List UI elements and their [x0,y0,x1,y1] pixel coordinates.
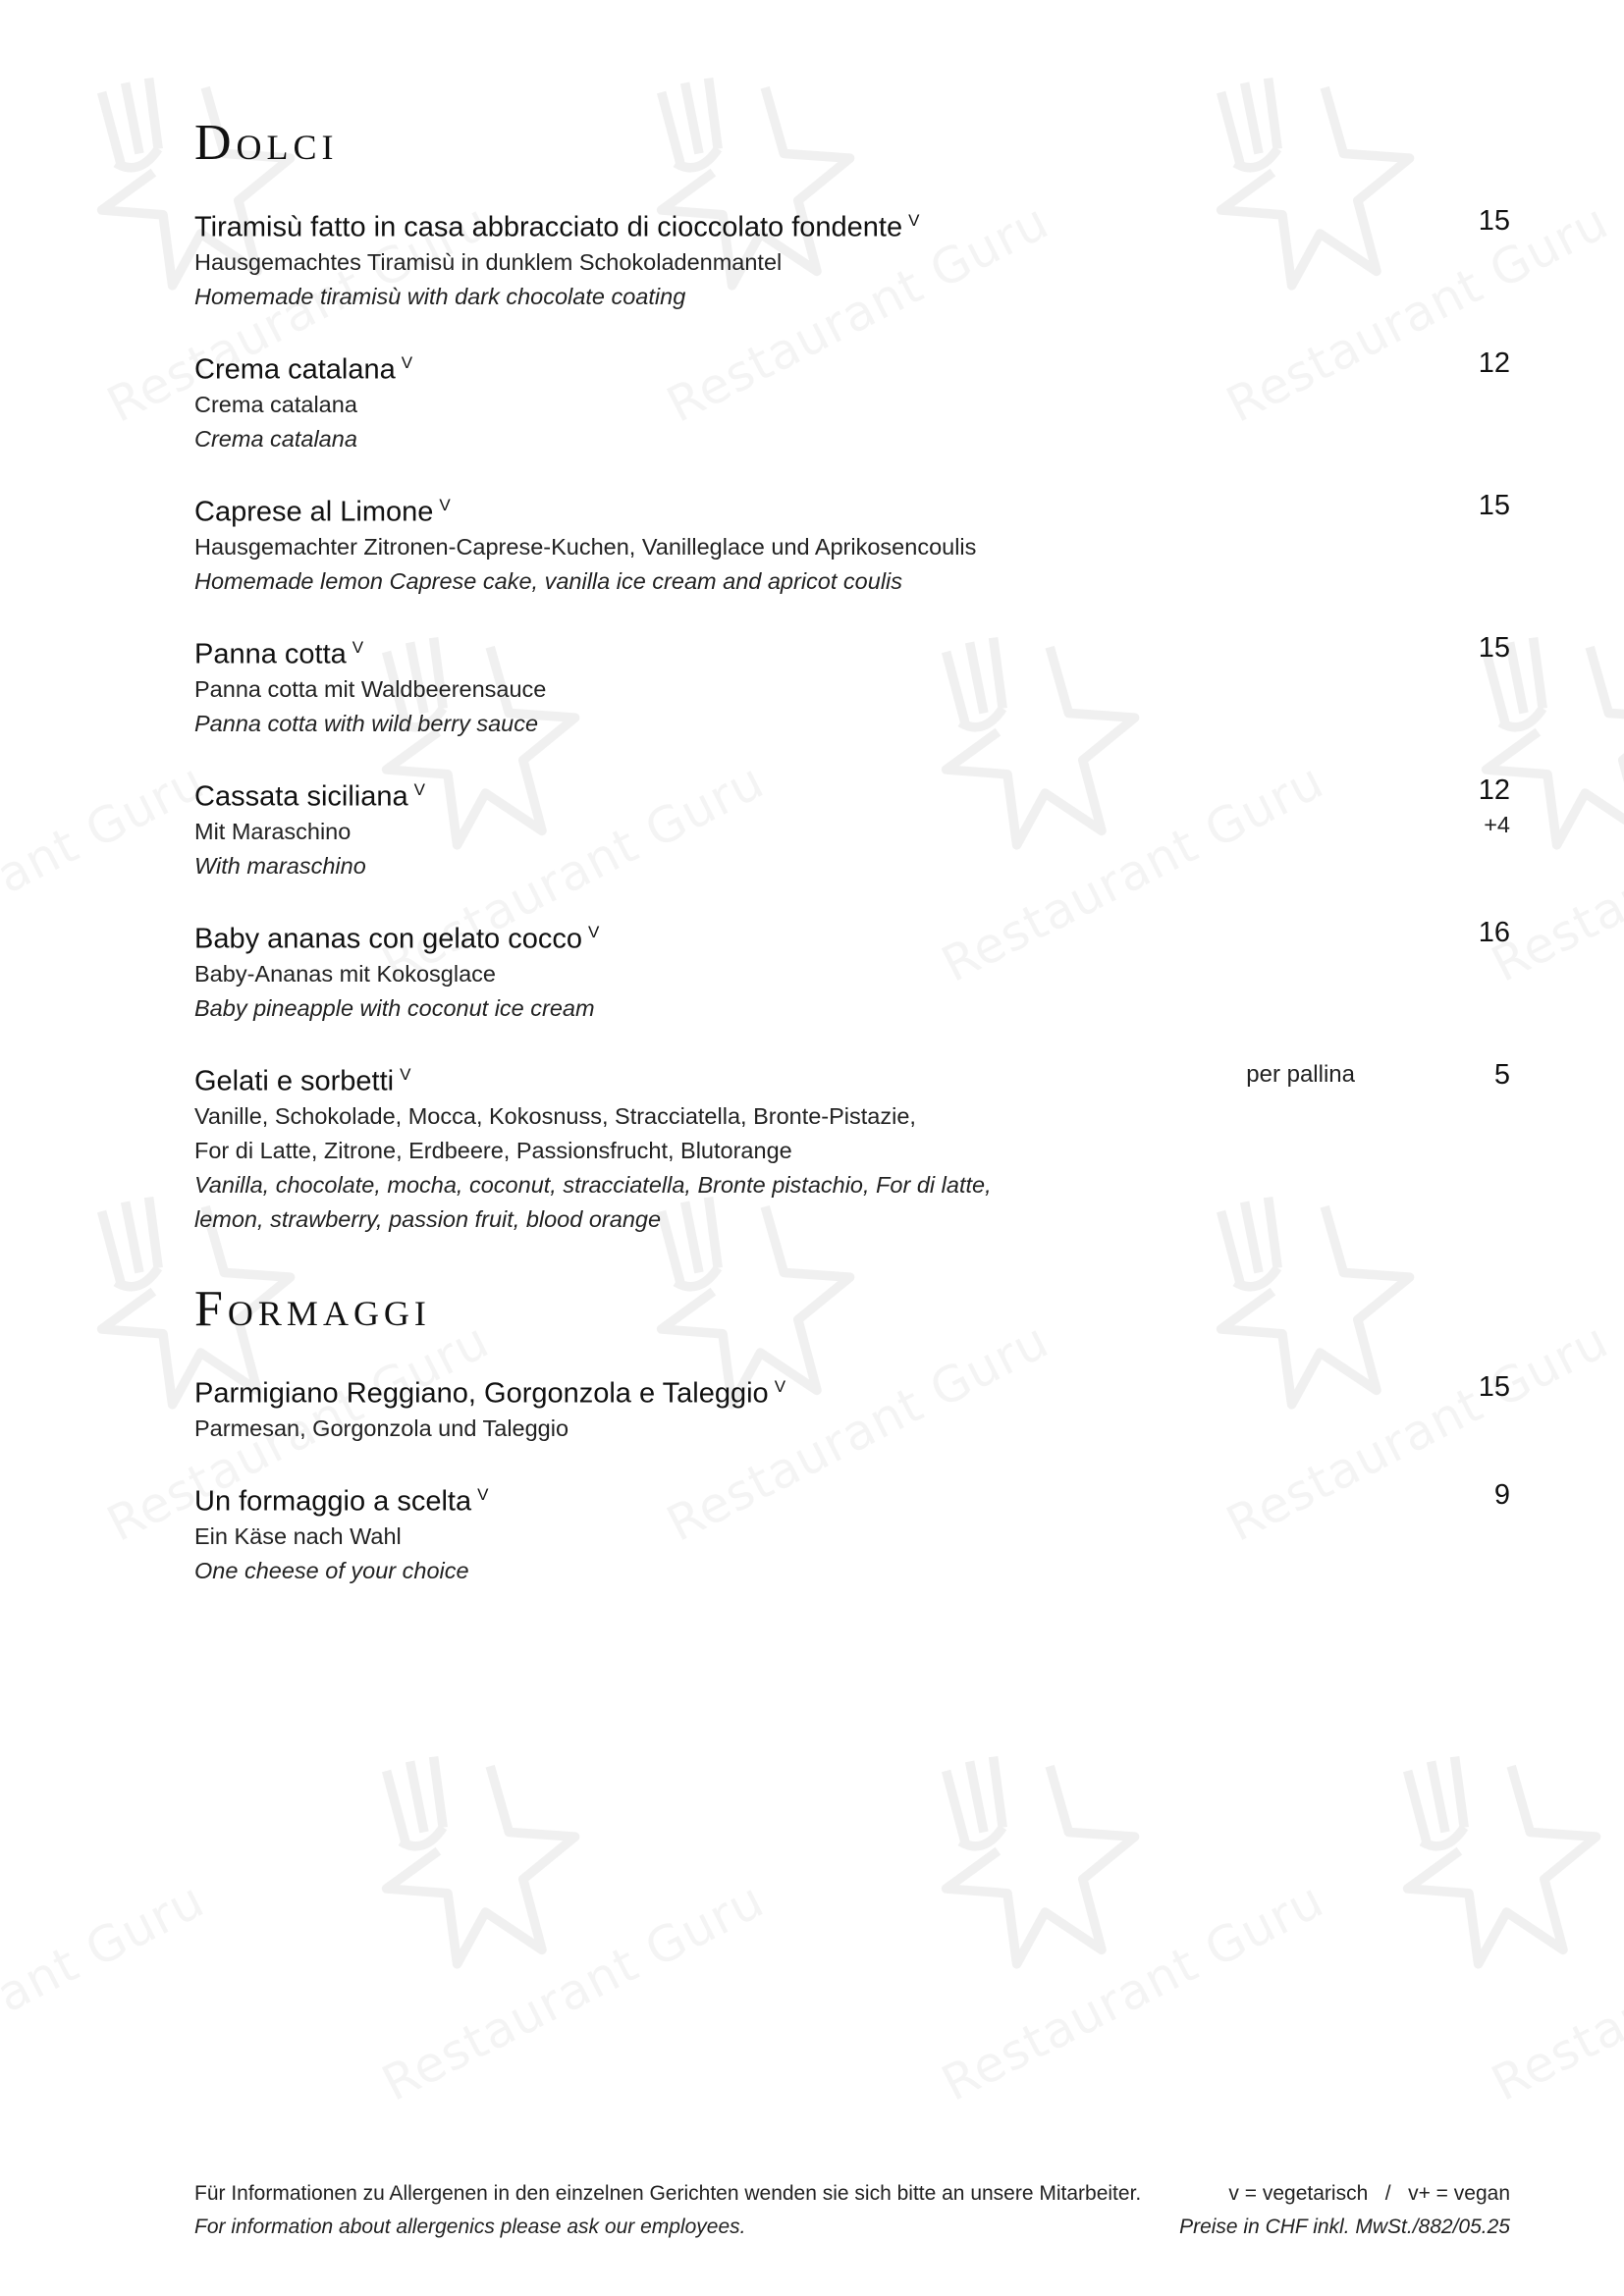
menu-item [194,346,1510,456]
watermark-text [0,752,213,993]
vegetarian-mark: V [352,638,364,657]
item-price: 15 [1478,205,1510,237]
item-description-de: Parmesan, Gorgonzola und Taleggio [194,1415,569,1441]
item-price: 15 [1478,632,1510,664]
item-description-en: Vanilla, chocolate, mocha, coconut, stracciatella, Bronte pistachio, For di latte, [194,1171,992,1198]
menu-item [194,915,1510,1026]
diet-legend: v = vegetarisch / v+ = vegan [1228,2182,1510,2205]
vegetarian-mark: V [588,923,600,941]
menu-item [194,1477,1510,1588]
item-price: 12 [1478,774,1510,806]
item-name: Panna cotta [194,638,347,670]
item-description-de: Hausgemachter Zitronen-Caprese-Kuchen, Vanilleglace und Aprikosencoulis [194,533,977,560]
item-description-en: Homemade lemon Caprese cake, vanilla ice cream and apricot coulis [194,567,903,594]
item-name: Baby ananas con gelato cocco [194,923,582,955]
footer [194,2177,1510,2244]
vegetarian-mark: V [413,780,425,799]
item-description-de: Hausgemachtes Tiramisù in dunklem Schokoladenmantel [194,248,783,275]
menu-item [194,630,1510,741]
item-description-de: Panna cotta mit Waldbeerensauce [194,675,547,702]
vegetarian-mark: V [477,1485,489,1504]
item-description-de: Baby-Ananas mit Kokosglace [194,960,496,987]
item-description-de: Ein Käse nach Wahl [194,1522,402,1549]
item-name: Un formaggio a scelta [194,1485,472,1518]
item-price: 5 [1493,1059,1510,1091]
vegetarian-mark: V [439,496,451,514]
item-name: Parmigiano Reggiano, Gorgonzola e Taleggio [194,1377,769,1410]
price-note: Preise in CHF inkl. MwSt./882/05.25 [1179,2216,1510,2238]
menu-item [194,1369,1510,1446]
menu-item [194,773,1510,883]
item-price: 15 [1478,490,1510,521]
watermark-text [0,1871,213,2112]
menu-page [194,0,1510,2296]
item-price: 12 [1478,347,1510,379]
item-name: Gelati e sorbetti [194,1065,395,1097]
item-description-en: Panna cotta with wild berry sauce [194,710,539,736]
section-title-dolci: Dolci [194,115,339,171]
item-price-extra: +4 [1484,812,1510,837]
item-description-en: lemon, strawberry, passion fruit, blood orange [194,1205,662,1232]
allergen-note-de: Für Informationen zu Allergenen in den einzelnen Gerichten wenden sie sich bitte an unsere Mitarbeiter. [194,2182,1142,2205]
item-description-en: One cheese of your choice [194,1557,469,1583]
allergen-note-en: For information about allergenics please ask our employees. [194,2216,746,2238]
section-title-formaggi: Formaggi [194,1281,431,1337]
item-price: 16 [1478,917,1510,948]
vegetarian-mark: V [774,1377,786,1396]
item-name: Caprese al Limone [194,496,434,528]
item-description-en: With maraschino [194,852,366,879]
item-description-de: Vanille, Schokolade, Mocca, Kokosnuss, Stracciatella, Bronte-Pistazie, [194,1102,916,1129]
vegetarian-mark: V [401,353,413,372]
item-price: 15 [1478,1371,1510,1403]
item-description-de: Mit Maraschino [194,818,352,844]
vegetarian-mark: V [908,211,920,230]
item-unit: per pallina [1246,1061,1355,1088]
item-description-de: Crema catalana [194,391,357,417]
item-name: Tiramisù fatto in casa abbracciato di cioccolato fondente [194,211,903,243]
item-description-en: Baby pineapple with coconut ice cream [194,994,595,1021]
item-description-en: Homemade tiramisù with dark chocolate coating [194,283,686,309]
vegetarian-mark: V [400,1065,411,1084]
item-description-de: For di Latte, Zitrone, Erdbeere, Passionsfrucht, Blutorange [194,1137,792,1163]
menu-item [194,1057,1510,1237]
menu-item [194,488,1510,599]
item-name: Cassata siciliana [194,780,408,813]
menu-item [194,203,1510,314]
item-description-en: Crema catalana [194,425,357,452]
item-name: Crema catalana [194,353,396,386]
item-price: 9 [1493,1479,1510,1511]
